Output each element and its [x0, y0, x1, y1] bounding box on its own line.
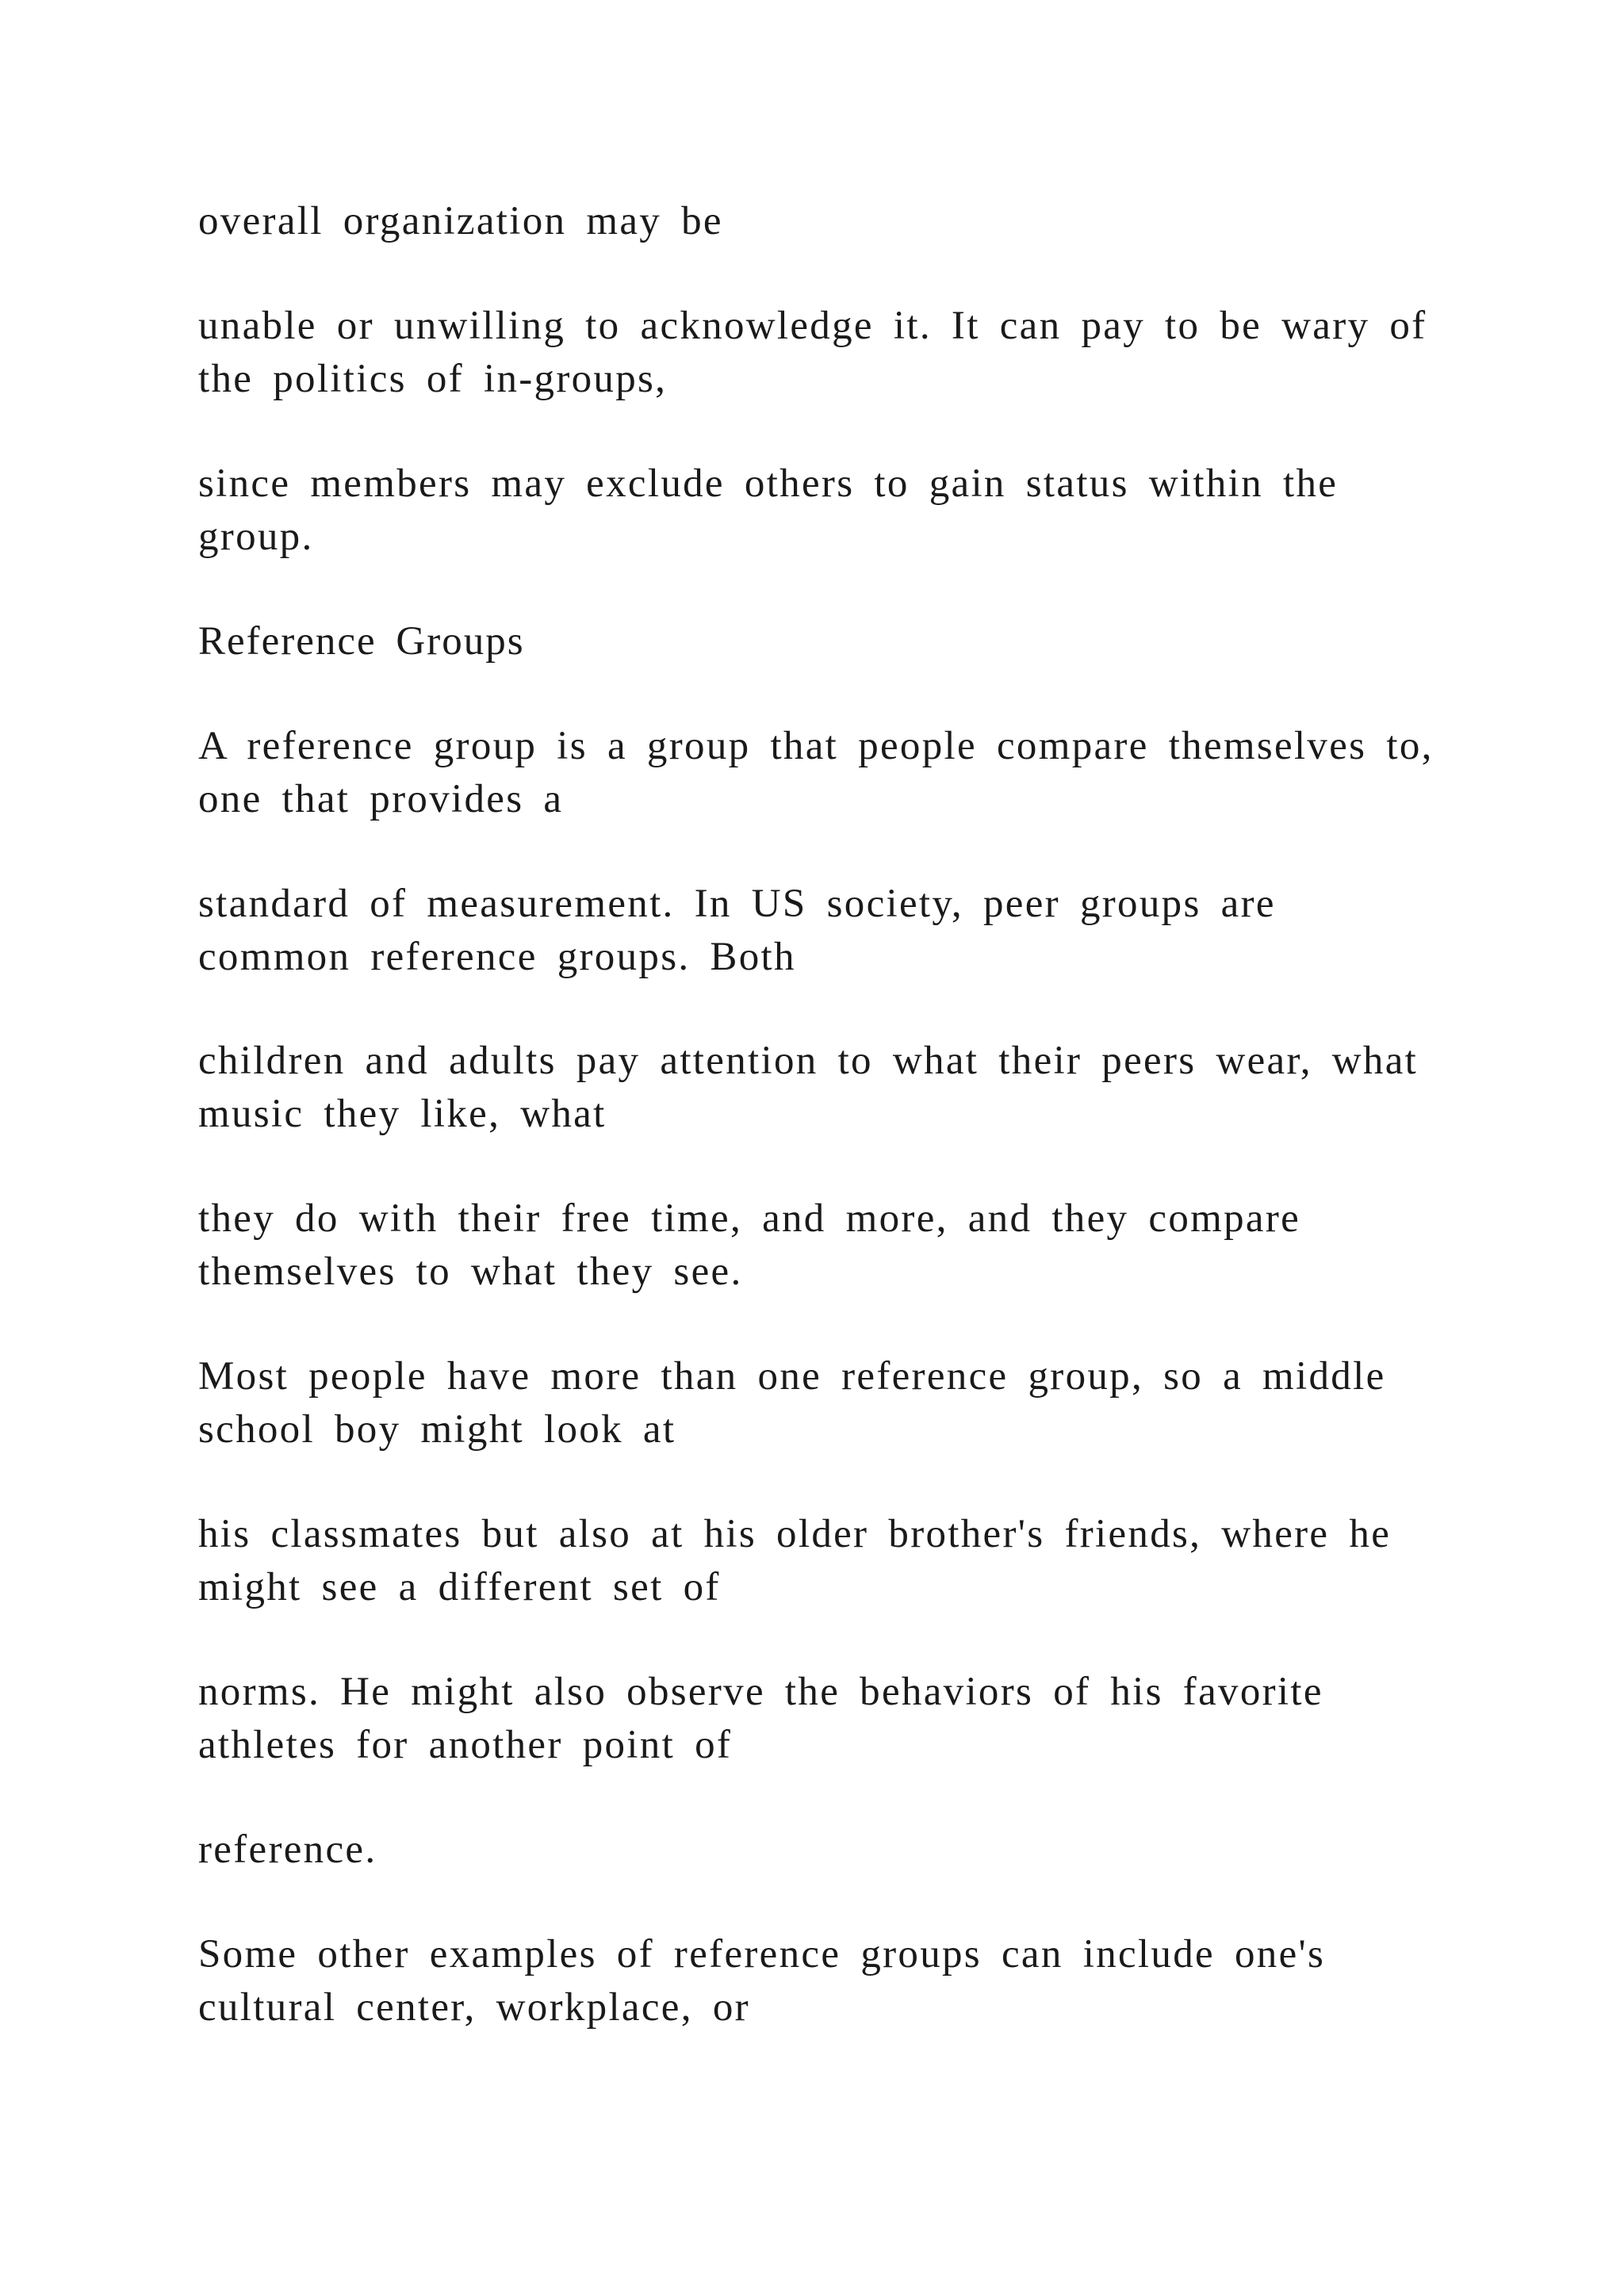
text-line: A reference group is a group that people compare themselves to,	[198, 724, 1434, 768]
text-line: athletes for another point of	[198, 1723, 733, 1767]
text-line: Most people have more than one reference group, so a middle	[198, 1354, 1386, 1399]
text-line: one that provides a	[198, 777, 564, 821]
text-line: reference.	[198, 1827, 377, 1872]
text-line: unable or unwilling to acknowledge it. It can pay to be wary of	[198, 304, 1427, 348]
text-line: norms. He might also observe the behaviors of his favorite	[198, 1670, 1323, 1714]
text-line: music they like, what	[198, 1092, 607, 1136]
text-line: overall organization may be	[198, 199, 723, 243]
text-line: group.	[198, 515, 314, 559]
text-line: cultural center, workplace, or	[198, 1985, 750, 2030]
text-line: children and adults pay attention to what their peers wear, what	[198, 1039, 1419, 1083]
text-line: they do with their free time, and more, and they compare	[198, 1196, 1301, 1241]
text-line: might see a different set of	[198, 1565, 721, 1609]
text-line: since members may exclude others to gain status within the	[198, 461, 1339, 506]
section-heading: Reference Groups	[198, 619, 525, 664]
text-line: common reference groups. Both	[198, 935, 796, 979]
text-line: school boy might look at	[198, 1407, 676, 1452]
text-line: the politics of in-groups,	[198, 357, 668, 401]
text-line: his classmates but also at his older brother's friends, where he	[198, 1512, 1392, 1556]
text-line: standard of measurement. In US society, peer groups are	[198, 882, 1276, 926]
text-line: Some other examples of reference groups can include one's	[198, 1932, 1326, 1976]
text-line: themselves to what they see.	[198, 1249, 743, 1294]
